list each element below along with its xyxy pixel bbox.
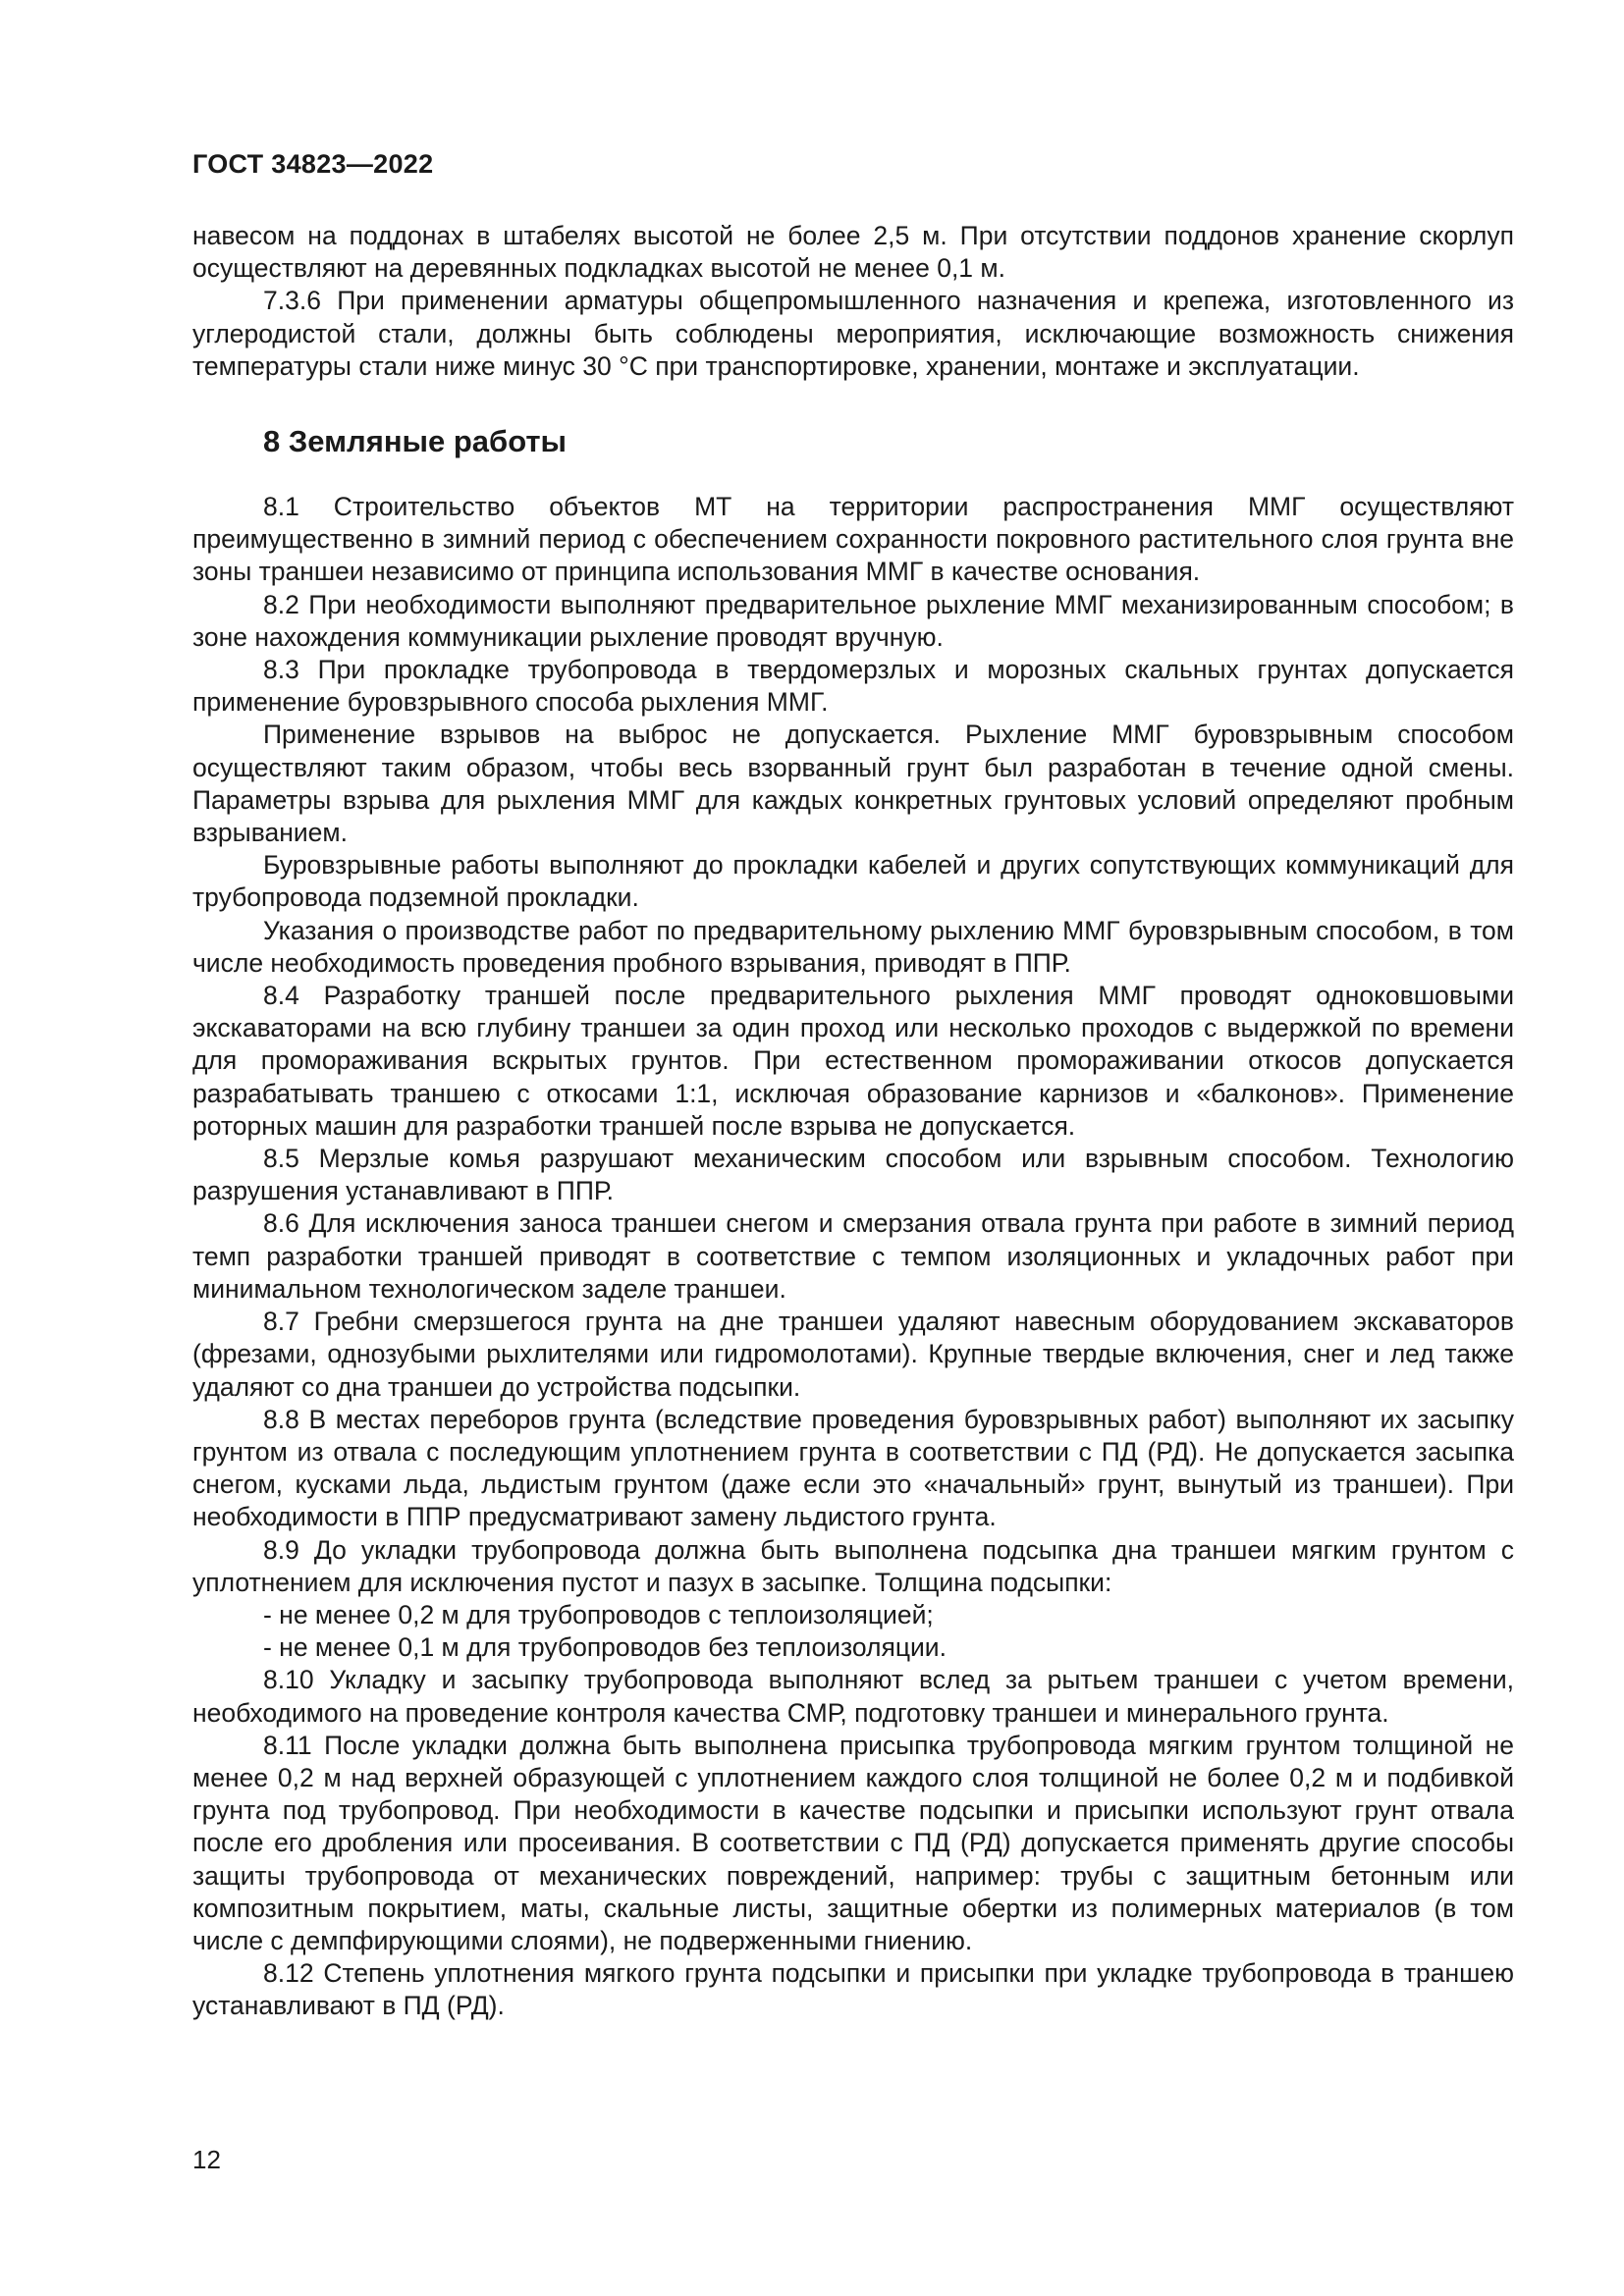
spacer bbox=[192, 383, 1514, 422]
paragraph-8-4: 8.4 Разработку траншей после предварительного рыхления ММГ проводят одноковшовыми экскаваторами на всю глубину траншеи за один проход или несколько проходов с выдержкой по времени для промораживания вскрытых грунтов. При естественном промораживании откосов допускается разрабатывать траншею с откосами 1:1, исключая образование карнизов и «балконов». Применение роторных машин для разработки траншей после взрыва не допускается. bbox=[192, 981, 1514, 1141]
paragraph-8-12: 8.12 Степень уплотнения мягкого грунта подсыпки и присыпки при укладке трубопровода в траншею устанавливают в ПД (РД). bbox=[192, 1958, 1514, 2021]
paragraph-8-11: 8.11 После укладки должна быть выполнена присыпка трубопровода мягким грунтом толщиной не менее 0,2 м над верхней образующей с уплотнением каждого слоя толщиной не более 0,2 м и подбивкой грунта под трубопровод. При необходимости в качестве подсыпки и присыпки используют грунт отвала после его дробления или просеивания. В соответствии с ПД (РД) допускается применять другие способы защиты трубопровода от механических повреждений, например: трубы с защитным бетонным или композитным покрытием, маты, скальные листы, защитные обертки из полимерных материалов (в том числе с демпфирующими слоями), не подверженными гниению. bbox=[192, 1730, 1514, 1955]
paragraph-8-9: 8.9 До укладки трубопровода должна быть выполнена подсыпка дна траншеи мягким грунтом с уплотнением для исключения пустот и пазух в засыпке. Толщина подсыпки: bbox=[192, 1534, 1514, 1597]
paragraph-8-7: 8.7 Гребни смерзшегося грунта на дне траншеи удаляют навесным оборудованием экскаваторов (фрезами, однозубыми рыхлителями или гидромолотами). Крупные твердые включения, снег и лед также удаляют со дна траншеи до устройства подсыпки. bbox=[192, 1307, 1514, 1402]
paragraph-8-3-drilling: Буровзрывные работы выполняют до прокладки кабелей и других сопутствующих коммуникаций для трубопровода подземной прокладки. bbox=[192, 850, 1514, 913]
paragraph-8-3-instructions: Указания о производстве работ по предварительному рыхлению ММГ буровзрывным способом, в том числе необходимость проведения пробного взрывания, приводят в ППР. bbox=[192, 915, 1514, 978]
spacer bbox=[192, 461, 1514, 491]
paragraph-continuation: навесом на поддонах в штабелях высотой не более 2,5 м. При отсутствии поддонов хранение скорлуп осуществляют на деревянных подкладках высотой не менее 0,1 м. bbox=[192, 221, 1514, 284]
page-number: 12 bbox=[192, 2145, 221, 2174]
paragraph-8-10: 8.10 Укладку и засыпку трубопровода выполняют вслед за рытьем траншеи с учетом времени, необходимого на проведение контроля качества СМР, подготовку траншеи и минерального грунта. bbox=[192, 1665, 1514, 1728]
document-body bbox=[192, 220, 1514, 2023]
running-header: ГОСТ 34823—2022 bbox=[192, 149, 434, 179]
paragraph-8-3: 8.3 При прокладке трубопровода в твердомерзлых и морозных скальных грунтах допускается применение буровзрывного способа рыхления ММГ. bbox=[192, 655, 1514, 718]
paragraph-8-6: 8.6 Для исключения заноса траншеи снегом и смерзания отвала грунта при работе в зимний период темп разработки траншей приводят в соответствие с темпом изоляционных и укладочных работ при минимальном технологическом заделе траншеи. bbox=[192, 1208, 1514, 1304]
paragraph-8-2: 8.2 При необходимости выполняют предварительное рыхление ММГ механизированным способом; в зоне нахождения коммуникации рыхление проводят вручную. bbox=[192, 589, 1514, 652]
section-heading: 8 Земляные работы bbox=[263, 424, 568, 459]
list-item-uninsulated: - не менее 0,1 м для трубопроводов без теплоизоляции. bbox=[263, 1632, 947, 1663]
paragraph-8-5: 8.5 Мерзлые комья разрушают механическим способом или взрывным способом. Технологию разрушения устанавливают в ППР. bbox=[192, 1144, 1514, 1206]
paragraph-7-3-6: 7.3.6 При применении арматуры общепромышленного назначения и крепежа, изготовленного из углеродистой стали, должны быть соблюдены мероприятия, исключающие возможность снижения температуры стали ниже минус 30 °С при транспортировке, хранении, монтаже и эксплуатации. bbox=[192, 286, 1514, 381]
paragraph-8-3-blasting: Применение взрывов на выброс не допускается. Рыхление ММГ буровзрывным способом осуществляют таким образом, чтобы весь взорванный грунт был разработан в течение одной смены. Параметры взрыва для рыхления ММГ для каждых конкретных грунтовых условий определяют пробным взрыванием. bbox=[192, 720, 1514, 848]
paragraph-8-8: 8.8 В местах переборов грунта (вследствие проведения буровзрывных работ) выполняют их засыпку грунтом из отвала с последующим уплотнением грунта в соответствии с ПД (РД). Не допускается засыпка снегом, кусками льда, льдистым грунтом (даже если это «начальный» грунт, вынутый из траншеи). При необходимости в ППР предусматривают замену льдистого грунта. bbox=[192, 1404, 1514, 1532]
list-item-insulated: - не менее 0,2 м для трубопроводов с теплоизоляцией; bbox=[263, 1599, 934, 1629]
paragraph-8-1: 8.1 Строительство объектов МТ на территории распространения ММГ осуществляют преимущественно в зимний период с обеспечением сохранности покровного растительного слоя грунта вне зоны траншеи независимо от принципа использования ММГ в качестве основания. bbox=[192, 492, 1514, 587]
